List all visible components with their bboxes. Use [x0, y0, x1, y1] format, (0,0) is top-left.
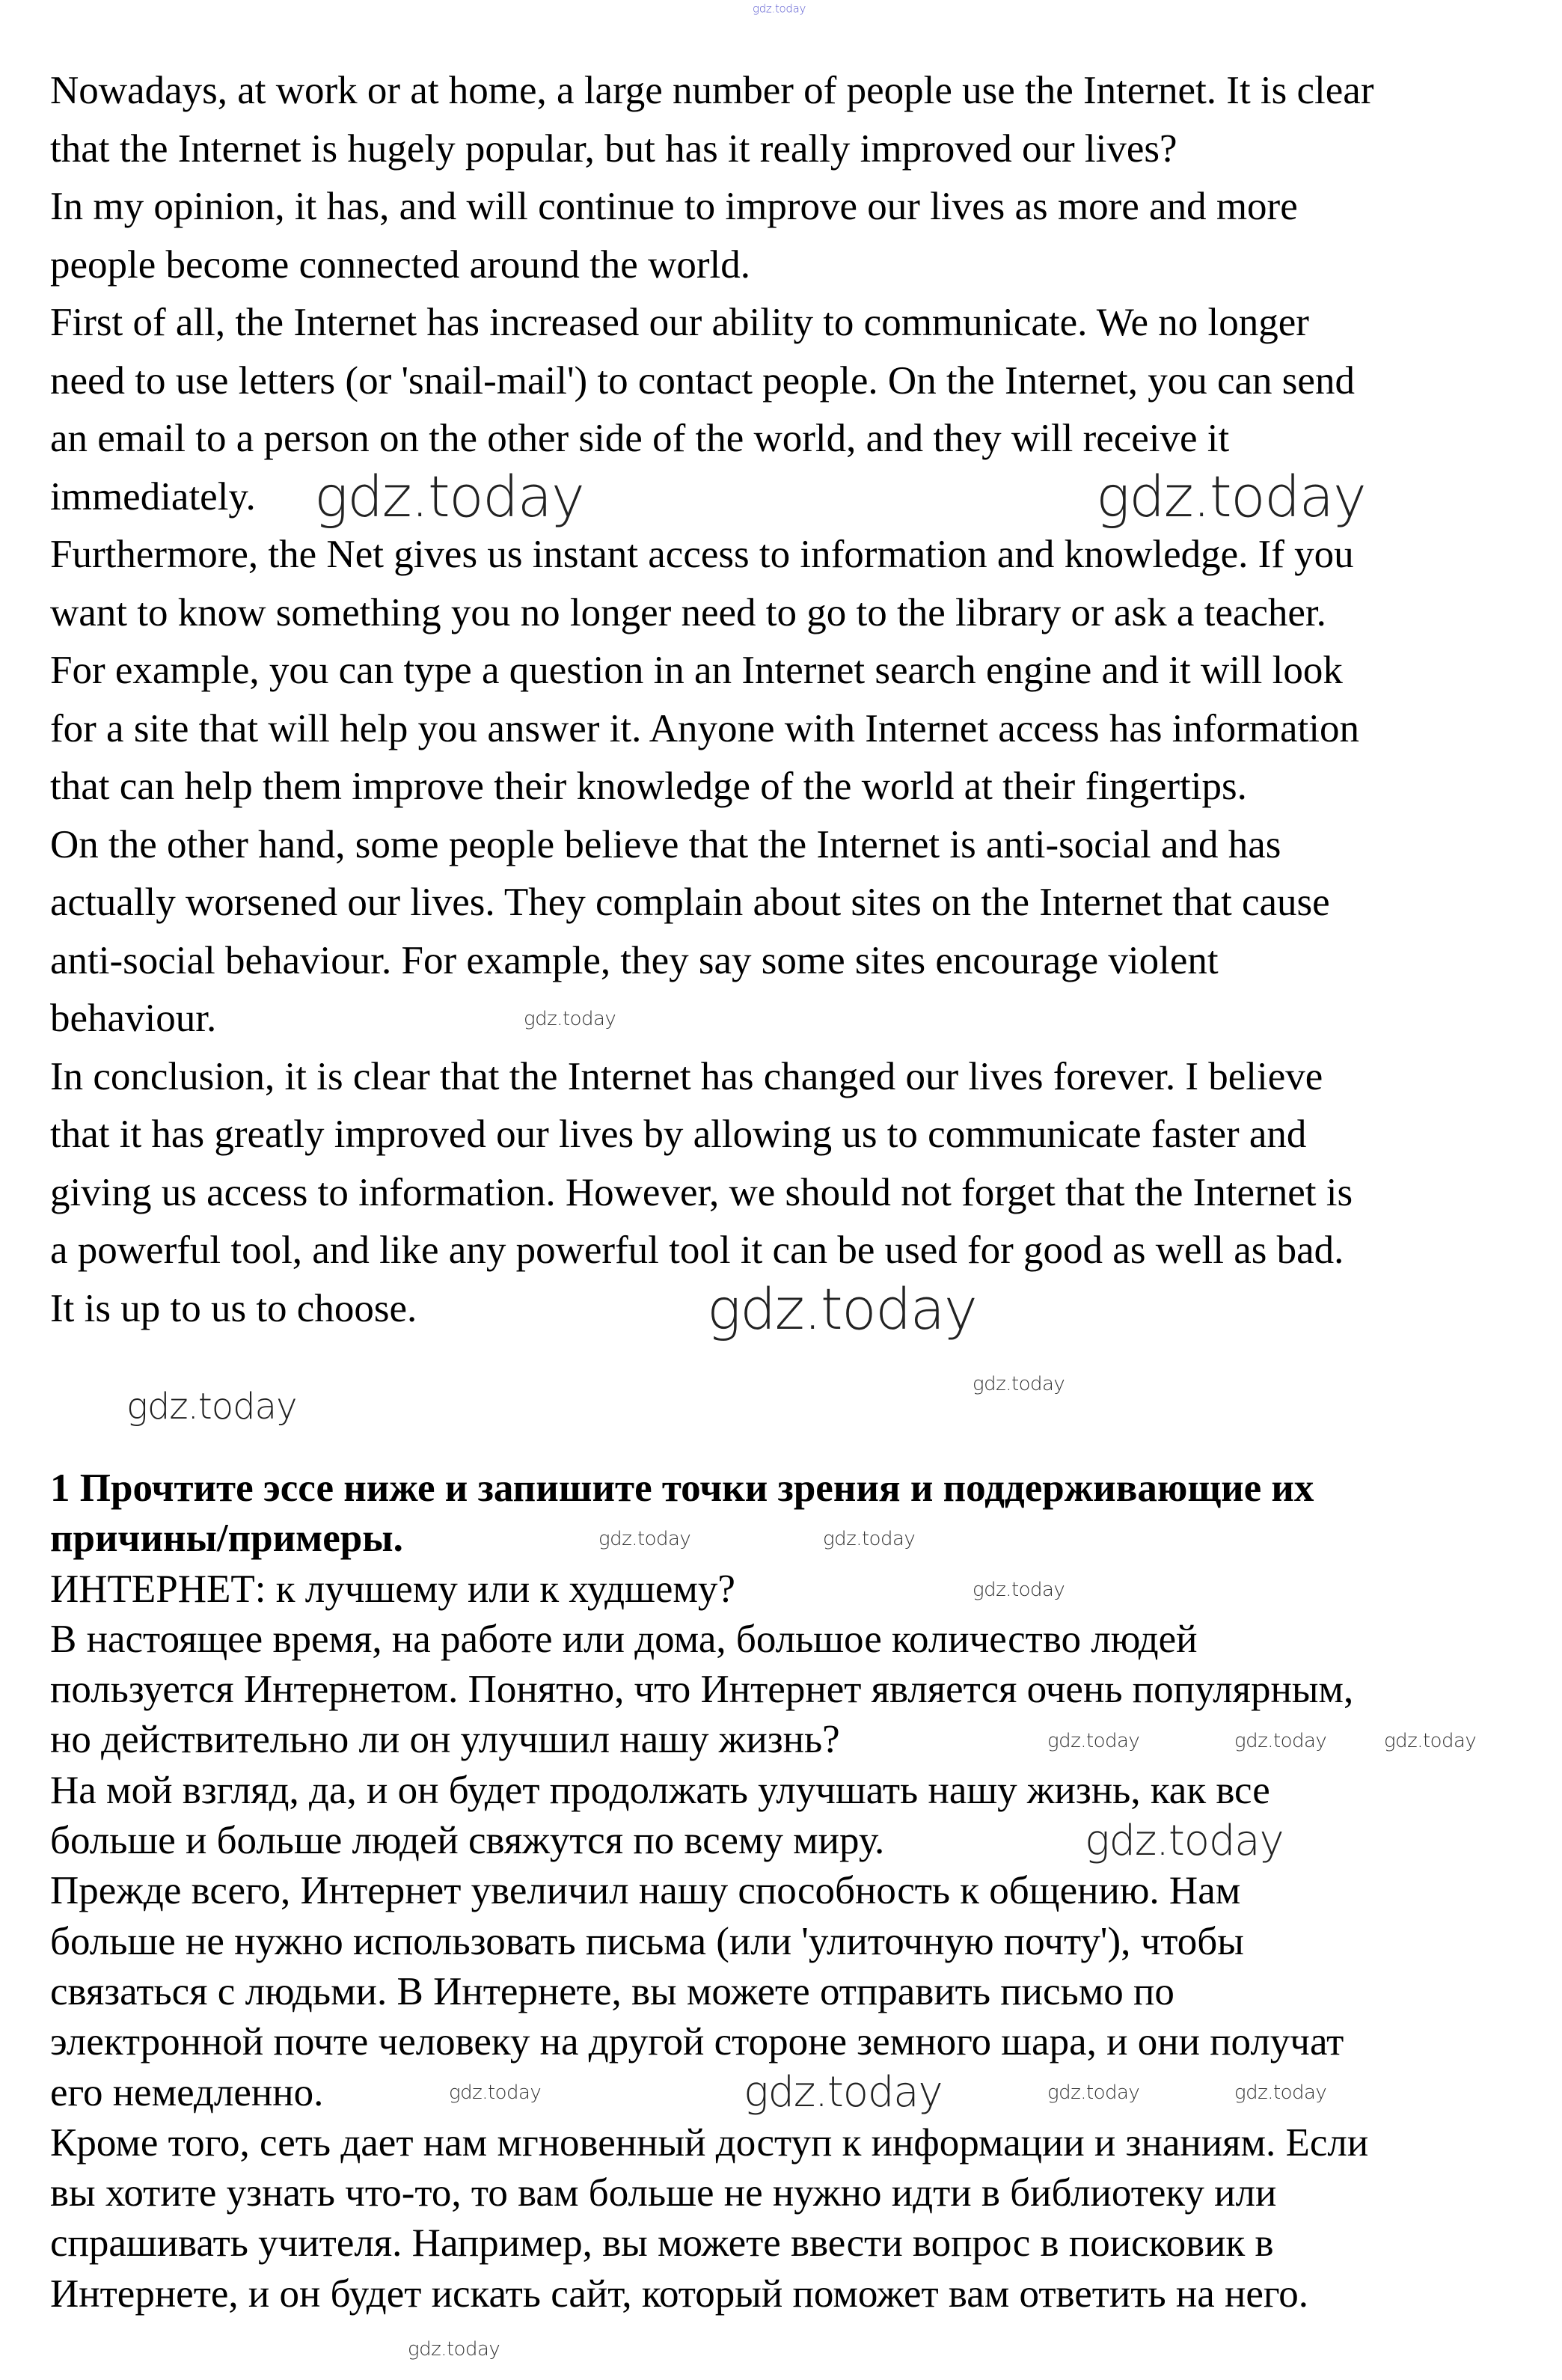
task-heading-line: причины/примеры. [50, 1517, 403, 1561]
essay-line: giving us access to information. However, we should not forget that the Internet is [50, 1170, 1353, 1214]
task-heading-line: 1 Прочтите эссе ниже и запишите точки зрения и поддерживающие их [50, 1466, 1314, 1510]
translation-line: На мой взгляд, да, и он будет продолжать улучшать нашу жизнь, как все [50, 1768, 1270, 1812]
watermark: gdz.today [524, 1008, 616, 1030]
english-essay [50, 62, 1374, 1342]
translation-line: электронной почте человеку на другой стороне земного шара, и они получат [50, 2020, 1344, 2064]
essay-line: that can help them improve their knowledge of the world at their fingertips. [50, 765, 1247, 808]
translation-line: его немедленно. [50, 2070, 324, 2114]
essay-line: people become connected around the world. [50, 242, 750, 287]
watermark: gdz.today [449, 2081, 542, 2104]
essay-line: anti-social behaviour. For example, they say some sites encourage violent [50, 938, 1219, 982]
watermark: gdz.today [598, 1528, 691, 1550]
essay-line: an email to a person on the other side of the world, and they will receive it [50, 417, 1230, 460]
watermark: gdz.today [314, 463, 584, 530]
watermark: gdz.today [973, 1579, 1065, 1601]
watermark: gdz.today [744, 2068, 943, 2117]
essay-line: immediately. [50, 474, 256, 518]
translation-line: пользуется Интернетом. Понятно, что Интернет является очень популярным, [50, 1668, 1354, 1712]
essay-line: First of all, the Internet has increased our ability to communicate. We no longer [50, 301, 1309, 344]
essay-line: that the Internet is hugely popular, but has it really improved our lives? [50, 126, 1177, 171]
translation-line: Интернете, и он будет искать сайт, который поможет вам ответить на него. [50, 2272, 1309, 2316]
essay-line: It is up to us to choose. [50, 1286, 417, 1330]
watermark: gdz.today [823, 1528, 916, 1550]
essay-line: In conclusion, it is clear that the Internet has changed our lives forever. I believe [50, 1054, 1323, 1098]
translation-line: спрашивать учителя. Например, вы можете ввести вопрос в поисковик в [50, 2221, 1274, 2266]
essay-line: For example, you can type a question in an Internet search engine and it will look [50, 649, 1343, 692]
essay-line: Nowadays, at work or at home, a large number of people use the Internet. It is clear [50, 69, 1374, 112]
translation-line: В настоящее время, на работе или дома, большое количество людей [50, 1617, 1198, 1661]
essay-line: actually worsened our lives. They complain about sites on the Internet that cause [50, 881, 1330, 924]
translation-line: связаться с людьми. В Интернете, вы можете отправить письмо по [50, 1969, 1174, 2013]
essay-line: behaviour. [50, 997, 217, 1040]
translation-line: больше не нужно использовать письма (или 'улиточную почту'), чтобы [50, 1919, 1244, 1963]
essay-line: a powerful tool, and like any powerful tool it can be used for good as well as bad. [50, 1229, 1344, 1272]
watermark: gdz.today [1384, 1730, 1477, 1752]
watermark: gdz.today [707, 1276, 977, 1342]
translation-line: ИНТЕРНЕТ: к лучшему или к худшему? [50, 1567, 735, 1611]
watermark: gdz.today [1096, 463, 1366, 530]
essay-line: need to use letters (or 'snail-mail') to contact people. On the Internet, you can send [50, 358, 1355, 403]
essay-line: that it has greatly improved our lives by allowing us to communicate faster and [50, 1113, 1307, 1156]
translation-line: Прежде всего, Интернет увеличил нашу способность к общению. Нам [50, 1869, 1241, 1913]
watermark: gdz.today [1234, 1730, 1327, 1752]
watermark: gdz.today [1085, 1817, 1284, 1865]
russian-translation [50, 1463, 1368, 2319]
translation-line: но действительно ли он улучшил нашу жизнь? [50, 1718, 840, 1762]
watermark: gdz.today [1047, 2081, 1140, 2104]
watermark: gdz.today [126, 1386, 297, 1428]
translation-line: вы хотите узнать что-то, то вам больше не нужно идти в библиотеку или [50, 2171, 1277, 2215]
essay-line: for a site that will help you answer it. Anyone with Internet access has information [50, 706, 1360, 750]
translation-line: больше и больше людей свяжутся по всему миру. [50, 1819, 885, 1863]
translation-line: Кроме того, сеть дает нам мгновенный доступ к информации и знаниям. Если [50, 2120, 1369, 2165]
watermark: gdz.today [1047, 1730, 1140, 1752]
watermark: gdz.today [408, 2338, 500, 2361]
watermark: gdz.today [973, 1373, 1065, 1395]
watermark: gdz.today [753, 1, 806, 16]
essay-line: In my opinion, it has, and will continue to improve our lives as more and more [50, 185, 1298, 228]
watermark: gdz.today [1234, 2081, 1327, 2104]
essay-line: want to know something you no longer need to go to the library or ask a teacher. [50, 590, 1326, 634]
essay-line: On the other hand, some people believe that the Internet is anti-social and has [50, 822, 1281, 866]
essay-line: Furthermore, the Net gives us instant access to information and knowledge. If you [50, 533, 1354, 576]
